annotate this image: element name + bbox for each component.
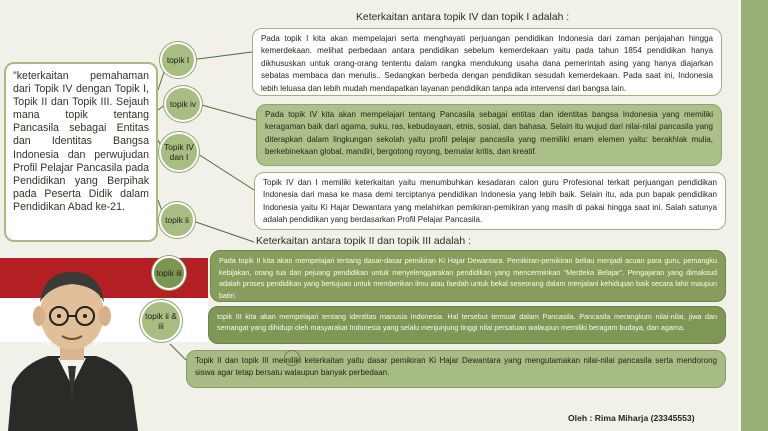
node-topik-ii: topik ii: [159, 202, 195, 238]
node-topik-iv-dan-i: Topik IV dan I: [159, 132, 199, 172]
node-topik-i: topik I: [160, 42, 196, 78]
heading-topik-iv-i: Keterkaitan antara topik IV dan topik I adalah :: [356, 12, 570, 23]
box-topik-iv-dan-i: Topik IV dan I memiliki keterkaitan yaitu menumbuhkan kesadaran calon guru Profesional terkait perjuangan pendidikan Indonesia dari masa ke masa demi terciptanya pendidikan Indonesia yang lebih baik. Selain itu, ada pun bapak pendidikan Indonesia yaitu Ki Hajar Dewantara yang melahirkan pemikiran-pemikiran yang masih di pakai hingga saat ini. Salah satunya adalah pendidikan yang berdasarkan Profil Pelajar Pancasila.: [254, 172, 726, 230]
node-topik-iii: topik iii: [152, 256, 186, 290]
connector-topik-i-box: [190, 52, 252, 60]
node-topik-iv: topik iv: [164, 86, 202, 122]
box-topik-iii: topik III kita akan mempelajari tentang identitas manusia Indonesia. Hal tersebut termuat dalam Pancasila. Pancasila merangkum nilai-nilai, jiwa dan semangat yang dihidupi oleh masyarakat Indonesia yang selalu menjunjung tinggi nilai persatuan walaupun memiliki beragam budaya, dan agama.: [208, 306, 726, 344]
box-topik-ii-dan-iii: Topik II dan topik III memiliki keterkaitan yaitu dasar pemikiran Ki Hajar Dewantara yang mengutamakan nilai-nilai pancasila serta mendorong siswa agar tetap bersatu walaupun banyak perbedaan.: [186, 350, 726, 388]
connector-topik-iv-i-box: [198, 154, 254, 190]
node-topik-ii-dan-iii: topik ii & iii: [140, 300, 182, 342]
box-topik-i: Pada topik I kita akan mempelajari serta menghayati perjuangan pendidikan Indonesia dari zaman penjajahan hingga kemerdekaan. melihat perbedaan antara pendidikan sebelum kemerdekaan yaitu pada tahun 1854 pendidikan hanya dikhususkan untuk orang-orang tententu dalam rangka mendukung usaha dana pemerintah asing yang hanya diajarkan sebatas membaca dan menulis.. Sedangkan berbeda dengan pendidikan sesudah kemerdekaan. Pada saat ini, Indonesia lebih leluasa dan lebih mudah mendapatkan layanan pendidikan tanpa ada intervensi dari bangsa lain.: [252, 28, 722, 96]
connector-question-topik-i: [158, 72, 164, 90]
decorative-circle: [284, 350, 300, 366]
connector-topik-ii-heading: [190, 220, 254, 242]
author-credit: Oleh : Rima Miharja (23345553): [568, 413, 695, 423]
heading-topik-ii-iii: Keterkaitan antara topik II dan topik III adalah :: [256, 236, 471, 247]
box-topik-iv: Pada topik IV kita akan mempelajari tentang Pancasila sebagai entitas dan identitas bangsa Indonesia yang memiliki keragaman baik dari agama, suku, ras, kebudayaan, etnis, sosial, dan bahasa. Selain itu wujud dari nilai-nilai pancasila yang diterapkan dalam lingkungan sekolah yaitu profil pelajar pancasila yang memiliki enam elemen yaitu: berakhlak mulia, berkebinekaan global, mandiri, bergotong royong, bernalar kritis, dan kreatif.: [256, 104, 722, 166]
box-topik-ii: Pada topik II kita akan mempelajari tentang dasar-dasar pemikiran Ki Hajar Dewantara. Pemikiran-pemikiran beliau menjadi acuan para guru, pemangku kebijakan, orang tua dan pejuang pendidikan untuk menyelenggarakan pendidikan yang mencerminkan "Merdeka Belajar". Pengajaran yang dimaksud adalah proses pendidikan yang bertujuan untuk memberikan ilmu atau faedah untuk bekal seseorang dalam menjalani kehidupan baik secara lahir maupun batin.: [210, 250, 726, 302]
side-decoration-strip: [738, 0, 768, 431]
ki-hajar-dewantara-portrait: [0, 236, 145, 431]
question-box: "keterkaitan pemahaman dari Topik IV dengan Topik I, Topik II dan Topik III. Sejauh mana topik tentang Pancasila sebagai Entitas dan Identitas Bangsa Indonesia dan perwujudan Profil Pelajar Pancasila pada Pendidikan yang Berpihak pada Peserta Didik dalam Pendidikan Abad ke-21.: [4, 62, 158, 242]
connector-topik-ii-iii-bottom: [170, 344, 186, 360]
connector-topik-iv-box: [198, 104, 256, 120]
